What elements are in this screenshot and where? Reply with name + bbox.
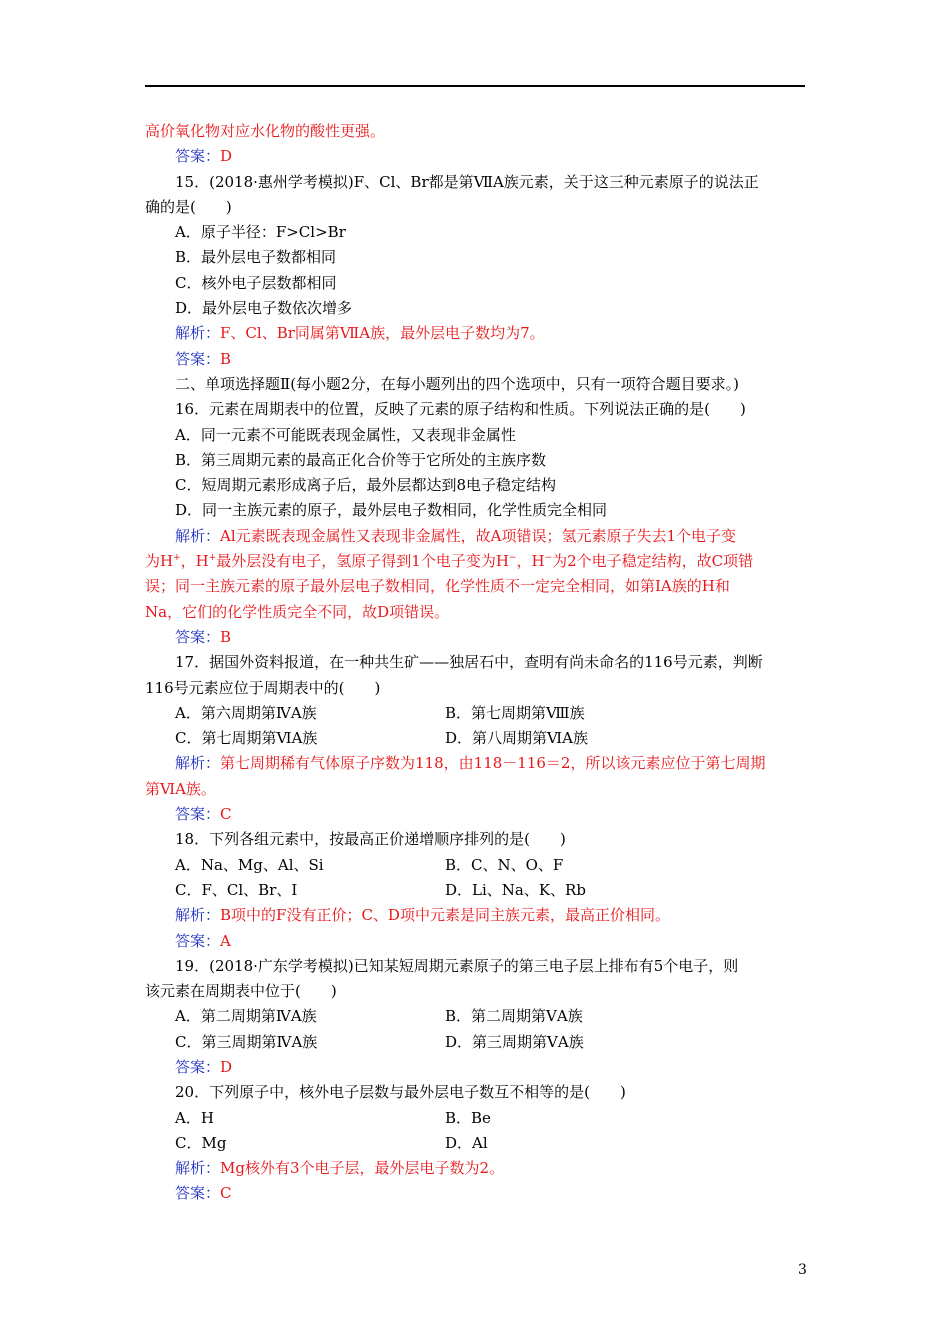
- answer-value: B: [220, 627, 232, 646]
- question-19: 19．(2018·广东学考模拟)已知某短周期元素原子的第三电子层上排布有5个电子，则: [175, 956, 739, 975]
- explanation-cont: [145, 549, 805, 574]
- option-a: A．同一元素不可能既表现金属性，又表现非金属性: [175, 425, 516, 444]
- option-d: D．Al: [445, 1133, 488, 1152]
- option-row: [145, 1004, 805, 1029]
- option-a: A．第二周期第ⅣA族: [175, 1007, 317, 1026]
- text-run: ，H: [516, 552, 545, 571]
- explanation-cont: 误；同一主族元素的原子最外层电子数相同，化学性质不一定完全相同，如第ⅠA族的H和: [145, 577, 730, 596]
- answer-value: C: [220, 805, 232, 824]
- explanation-text: 第七周期稀有气体原子序数为118，由118－116＝2，所以该元素应位于第七周期: [220, 754, 766, 773]
- section-heading: 二、单项选择题Ⅱ(每小题2分，在每小题列出的四个选项中，只有一项符合题目要求。): [175, 374, 739, 393]
- superscript: −: [508, 553, 517, 564]
- explanation-cont: Na，它们的化学性质完全不同，故D项错误。: [145, 602, 450, 621]
- answer-value: D: [220, 1057, 233, 1076]
- text-run: ，H: [180, 552, 209, 571]
- explanation-text: F、Cl、Br同属第ⅦA族，最外层电子数均为7。: [220, 324, 545, 343]
- answer-line: [145, 802, 805, 827]
- option-b: B．第二周期第ⅤA族: [445, 1007, 583, 1026]
- explanation-text: Al元素既表现金属性又表现非金属性，故A项错误；氢元素原子失去1个电子变: [220, 526, 737, 545]
- option-b: B．最外层电子数都相同: [175, 248, 337, 267]
- explanation-text: B项中的F没有正价；C、D项中元素是同主族元素，最高正价相同。: [220, 906, 670, 925]
- option-c: C．短周期元素形成离子后，最外层都达到8电子稳定结构: [175, 476, 557, 495]
- answer-value: C: [220, 1184, 232, 1203]
- explanation-label: 解析：: [175, 906, 221, 925]
- answer-label: 答案：: [175, 627, 221, 646]
- option-a: A．原子半径：F>Cl>Br: [175, 223, 346, 242]
- explanation-cont: 第ⅥA族。: [145, 779, 216, 798]
- answer-value: B: [220, 349, 232, 368]
- question-15-cont: 确的是( ): [145, 197, 232, 216]
- answer-value: A: [220, 931, 231, 950]
- text-run: 为H: [145, 552, 174, 571]
- superscript: +: [208, 553, 217, 564]
- text-line: 高价氧化物对应水化物的酸性更强。: [145, 122, 386, 140]
- option-c: C．核外电子层数都相同: [175, 273, 337, 292]
- option-d: D．第三周期第ⅤA族: [445, 1032, 584, 1051]
- explanation-label: 解析：: [175, 324, 221, 343]
- option-d: D．最外层电子数依次增多: [175, 299, 353, 318]
- header-rule: [145, 85, 805, 87]
- option-d: D．第八周期第ⅥA族: [445, 729, 588, 748]
- explanation-line: [145, 1156, 805, 1181]
- answer-label: 答案：: [175, 147, 221, 166]
- answer-label: 答案：: [175, 349, 221, 368]
- option-row: [145, 1131, 805, 1156]
- question-15: 15．(2018·惠州学考模拟)F、Cl、Br都是第ⅦA族元素，关于这三种元素原子的说法正: [175, 172, 759, 191]
- superscript: +: [173, 553, 181, 564]
- answer-label: 答案：: [175, 1057, 221, 1076]
- superscript: −: [544, 553, 553, 564]
- answer-line: [145, 929, 805, 954]
- option-c: C．第七周期第ⅥA族: [175, 729, 318, 748]
- option-a: A．第六周期第ⅣA族: [175, 703, 317, 722]
- question-16: 16．元素在周期表中的位置，反映了元素的原子结构和性质。下列说法正确的是( ): [175, 400, 746, 419]
- option-row: [145, 1030, 805, 1055]
- document-body: [145, 119, 805, 1207]
- explanation-line: [145, 903, 805, 928]
- explanation-label: 解析：: [175, 526, 221, 545]
- answer-value: D: [220, 147, 233, 166]
- option-d: D．同一主族元素的原子，最外层电子数相同，化学性质完全相同: [175, 501, 608, 520]
- explanation-line: [145, 751, 805, 776]
- question-18: 18．下列各组元素中，按最高正价递增顺序排列的是( ): [175, 830, 566, 849]
- text-run: 为2个电子稳定结构，故C项错: [552, 552, 754, 571]
- text-run: 最外层没有电子，氢原子得到1个电子变为H: [216, 552, 509, 571]
- answer-line: [145, 625, 805, 650]
- answer-line: [145, 1181, 805, 1206]
- option-row: [145, 701, 805, 726]
- answer-label: 答案：: [175, 931, 221, 950]
- explanation-line: [145, 524, 805, 549]
- answer-label: 答案：: [175, 1184, 221, 1203]
- option-c: C．F、Cl、Br、I: [175, 880, 298, 899]
- question-17: 17．据国外资料报道，在一种共生矿——独居石中，查明有尚未命名的116号元素，判断: [175, 653, 763, 672]
- option-row: [145, 878, 805, 903]
- option-row: [145, 853, 805, 878]
- option-b: B．Be: [445, 1108, 491, 1127]
- answer-line: [145, 144, 805, 169]
- explanation-text: Mg核外有3个电子层，最外层电子数为2。: [220, 1159, 505, 1178]
- option-row: [145, 1106, 805, 1131]
- question-17-cont: 116号元素应位于周期表中的( ): [145, 678, 381, 697]
- page-number: 3: [798, 1262, 807, 1278]
- option-b: B．第三周期元素的最高正化合价等于它所处的主族序数: [175, 450, 547, 469]
- answer-label: 答案：: [175, 805, 221, 824]
- answer-line: [145, 347, 805, 372]
- option-b: B．第七周期第Ⅷ族: [445, 703, 585, 722]
- option-c: C．Mg: [175, 1133, 227, 1152]
- option-row: [145, 726, 805, 751]
- option-d: D．Li、Na、K、Rb: [445, 880, 586, 899]
- option-a: A．Na、Mg、Al、Si: [175, 855, 324, 874]
- option-a: A．H: [175, 1108, 214, 1127]
- explanation-line: [145, 321, 805, 346]
- question-19-cont: 该元素在周期表中位于( ): [145, 982, 337, 1001]
- option-c: C．第三周期第ⅣA族: [175, 1032, 318, 1051]
- explanation-label: 解析：: [175, 1159, 221, 1178]
- explanation-label: 解析：: [175, 754, 221, 773]
- option-b: B．C、N、O、F: [445, 855, 564, 874]
- answer-line: [145, 1055, 805, 1080]
- question-20: 20．下列原子中，核外电子层数与最外层电子数互不相等的是( ): [175, 1083, 626, 1102]
